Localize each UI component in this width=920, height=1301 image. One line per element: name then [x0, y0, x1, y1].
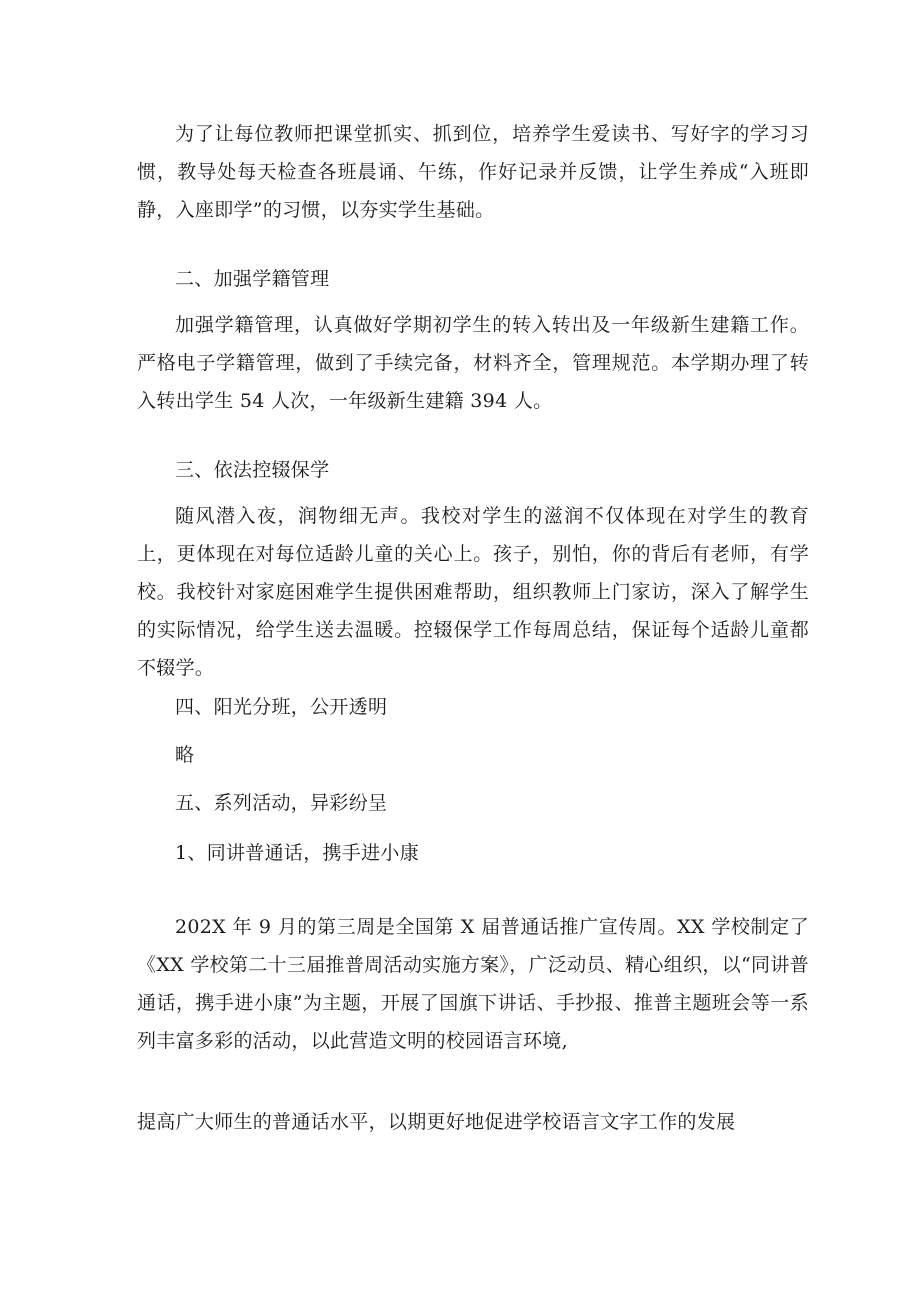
paragraph-classroom-habits: 为了让每位教师把课堂抓实、抓到位，培养学生爱读书、写好字的学习习惯，教导处每天检查各班晨诵、午练，作好记录并反馈，让学生养成“入班即静，入座即学”的习惯，以夯实学生基础。	[137, 123, 809, 221]
paragraph-omitted: 略	[175, 744, 195, 766]
heading-student-registry: 二、加强学籍管理	[175, 268, 330, 290]
paragraph-student-registry: 加强学籍管理，认真做好学期初学生的转入转出及一年级新生建籍工作。严格电子学籍管理，做到了手续完备，材料齐全，管理规范。本学期办理了转入转出学生 54 人次，一年级新生建籍 394 人。	[137, 314, 809, 412]
paragraph-mandarin-goal: 提高广大师生的普通话水平，以期更好地促进学校语言文字工作的发展	[137, 1111, 736, 1133]
heading-class-assignment: 四、阳光分班，公开透明	[175, 696, 388, 718]
subheading-mandarin-week: 1、同讲普通话，携手进小康	[175, 842, 419, 864]
heading-activities: 五、系列活动，异彩纷呈	[175, 792, 388, 814]
paragraph-dropout-control: 随风潜入夜，润物细无声。我校对学生的滋润不仅体现在对学生的教育上，更体现在对每位适龄儿童的关心上。孩子，别怕，你的背后有老师，有学校。我校针对家庭困难学生提供困难帮助，组织教师上门家访，深入了解学生的实际情况，给学生送去温暖。控辍保学工作每周总结，保证每个适龄儿童都不辍学。	[137, 505, 809, 679]
paragraph-mandarin-week: 202X 年 9 月的第三周是全国第 X 届普通话推广宣传周。XX 学校制定了《XX 学校第二十三届推普周活动实施方案》，广泛动员、精心组织，以“同讲普通话，携手进小康”为主题，开展了国旗下讲话、手抄报、推普主题班会等一系列丰富多彩的活动，以此营造文明的校园语言环境,	[137, 916, 809, 1052]
heading-dropout-control: 三、依法控辍保学	[175, 459, 330, 481]
